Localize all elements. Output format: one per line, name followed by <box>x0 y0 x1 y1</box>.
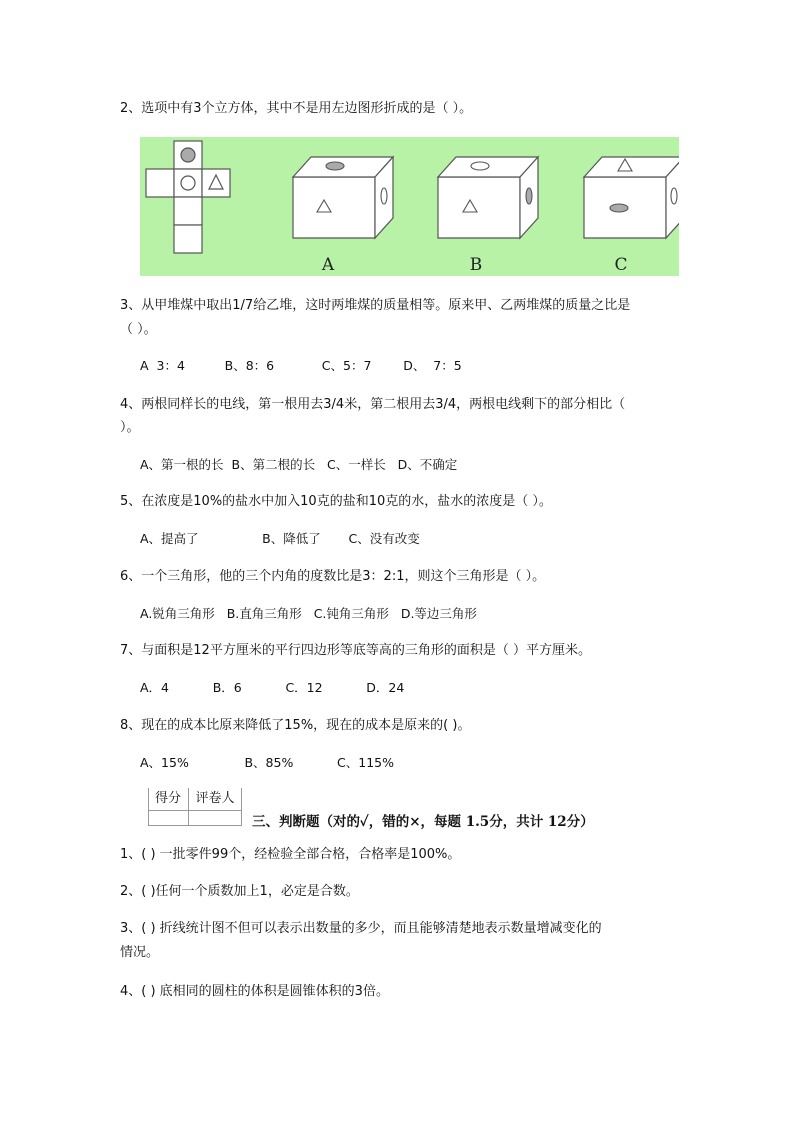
judge-3-line-2: 情况。 <box>120 945 160 960</box>
question-4-options: A、第一根的长 B、第二根的长 C、一样长 D、不确定 <box>140 457 458 472</box>
score-box-right <box>241 788 242 826</box>
cube-b-label: B <box>469 255 483 275</box>
question-5-options: A、提高了 B、降低了 C、没有改变 <box>140 531 420 546</box>
score-box <box>148 788 242 826</box>
question-4-line-2: ）。 <box>120 420 140 435</box>
score-box-grader-label: 评卷人 <box>195 791 235 806</box>
question-4-line-1: 4、两根同样长的电线，第一根用去3/4米，第二根用去3/4，两根电线剩下的部分相比（ <box>120 397 626 412</box>
question-8: 8、现在的成本比原来降低了15%，现在的成本是原来的( )。 <box>120 718 471 733</box>
cube-figure-svg <box>140 137 679 276</box>
judge-4: 4、( ) 底相同的圆柱的体积是圆锥体积的3倍。 <box>120 984 389 999</box>
net-filled-circle-icon <box>181 148 195 162</box>
cube-figure <box>140 137 679 276</box>
cube-a-label: A <box>321 255 335 275</box>
question-7: 7、与面积是12平方厘米的平行四边形等底等高的三角形的面积是（ ）平方厘米。 <box>120 643 591 658</box>
question-2: 2、选项中有3个立方体，其中不是用左边图形折成的是（ ）。 <box>120 101 473 116</box>
question-8-options: A、15% B、85% C、115% <box>140 755 394 770</box>
score-box-bottom <box>148 825 242 826</box>
score-box-score-label: 得分 <box>154 791 181 806</box>
cube-b-side-filled-oval-icon <box>526 188 532 204</box>
judge-2: 2、( )任何一个质数加上1，必定是合数。 <box>120 884 359 899</box>
question-7-options: A．4 B．6 C．12 D．24 <box>140 680 405 695</box>
judge-1: 1、( ) 一批零件99个，经检验全部合格，合格率是100%。 <box>120 847 461 862</box>
section-3-title: 三、判断题（对的✓，错的×，每题 1.5分，共计 12分） <box>252 814 594 830</box>
cube-a-top-filled-oval-icon <box>326 162 344 170</box>
question-5: 5、在浓度是10%的盐水中加入10克的盐和10克的水，盐水的浓度是（ ）。 <box>120 494 552 509</box>
question-6-options: A.锐角三角形 B.直角三角形 C.钝角三角形 D.等边三角形 <box>140 606 477 621</box>
question-6: 6、一个三角形，他的三个内角的度数比是3：2:1，则这个三角形是（ ）。 <box>120 569 546 584</box>
question-3-line-2: （ ）。 <box>120 322 157 337</box>
question-3-line-1: 3、从甲堆煤中取出1/7给乙堆，这时两堆煤的质量相等。原来甲、乙两堆煤的质量之比是 <box>120 298 631 313</box>
score-box-middle <box>188 788 189 826</box>
score-box-left <box>148 788 149 826</box>
judge-3-line-1: 3、( ) 折线统计图不但可以表示出数量的多少，而且能够清楚地表示数量增减变化的 <box>120 921 602 936</box>
score-box-divider <box>148 810 242 811</box>
cube-c-front-filled-oval-icon <box>610 204 628 212</box>
cube-a <box>293 157 393 238</box>
cube-c-label: C <box>614 255 628 275</box>
question-3-options: A 3：4 B、8：6 C、5：7 D、 7：5 <box>140 358 462 373</box>
cube-b <box>438 157 538 238</box>
